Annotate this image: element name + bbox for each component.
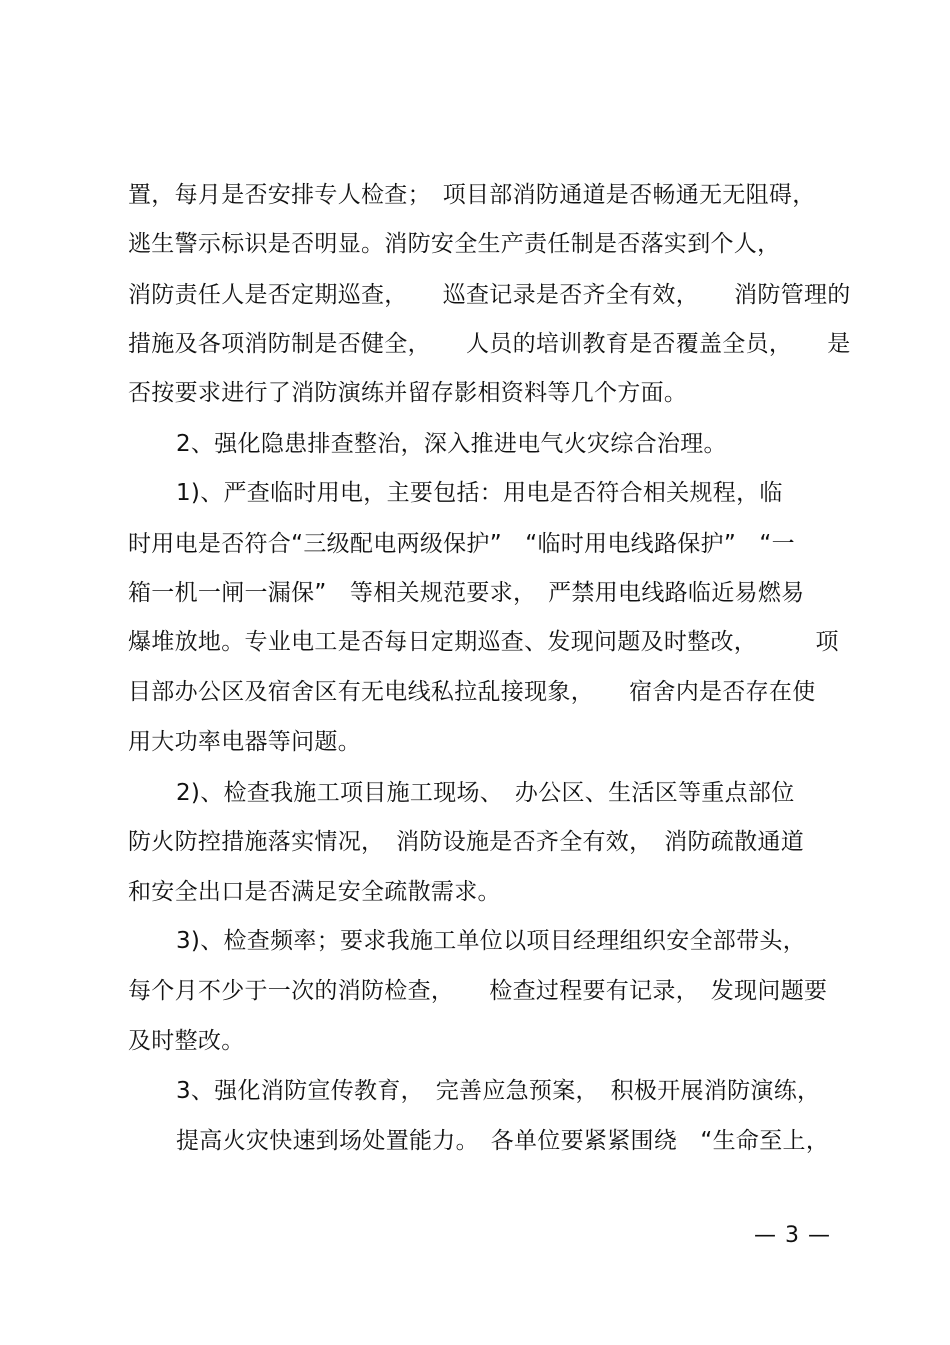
- text-line: 提高火灾快速到场处置能力。 各单位要紧紧围绕 “生命至上，: [176, 1128, 830, 1154]
- text-line: 目部办公区及宿舍区有无电线私拉乱接现象， 宿舍内是否存在使: [128, 679, 816, 705]
- text-line: 2)、检查我施工项目施工现场、 办公区、生活区等重点部位: [176, 780, 795, 806]
- text-line: 时用电是否符合“三级配电两级保护” “临时用电线路保护” “一: [128, 531, 795, 557]
- text-line: 及时整改。: [128, 1028, 245, 1054]
- text-line: 箱一机一闸一漏保” 等相关规范要求， 严禁用电线路临近易燃易: [128, 580, 805, 606]
- text-line: 置，每月是否安排专人检查； 项目部消防通道是否畅通无无阻碍，: [128, 182, 816, 208]
- text-line: 逃生警示标识是否明显。消防安全生产责任制是否落实到个人，: [128, 231, 781, 257]
- text-line: 措施及各项消防制是否健全， 人员的培训教育是否覆盖全员， 是: [128, 331, 851, 357]
- text-line: 每个月不少于一次的消防检查， 检查过程要有记录， 发现问题要: [128, 978, 828, 1004]
- section-heading: 3、强化消防宣传教育， 完善应急预案， 积极开展消防演练，: [176, 1078, 821, 1104]
- text-line: 和安全出口是否满足安全疏散需求。: [128, 879, 501, 905]
- page-number: — 3 —: [754, 1223, 831, 1248]
- section-heading: 2、强化隐患排查整治，深入推进电气火灾综合治理。: [176, 431, 727, 457]
- text-line: 消防责任人是否定期巡查， 巡查记录是否齐全有效， 消防管理的: [128, 282, 851, 308]
- text-line: 否按要求进行了消防演练并留存影相资料等几个方面。: [128, 380, 688, 406]
- text-line: 用大功率电器等问题。: [128, 729, 361, 755]
- text-line: 1)、严查临时用电，主要包括：用电是否符合相关规程，临: [176, 480, 783, 506]
- text-line: 爆堆放地。专业电工是否每日定期巡查、发现问题及时整改， 项: [128, 629, 839, 655]
- text-line: 3)、检查频率；要求我施工单位以项目经理组织安全部带头，: [176, 928, 807, 954]
- text-line: 防火防控措施落实情况， 消防设施是否齐全有效， 消防疏散通道: [128, 829, 804, 855]
